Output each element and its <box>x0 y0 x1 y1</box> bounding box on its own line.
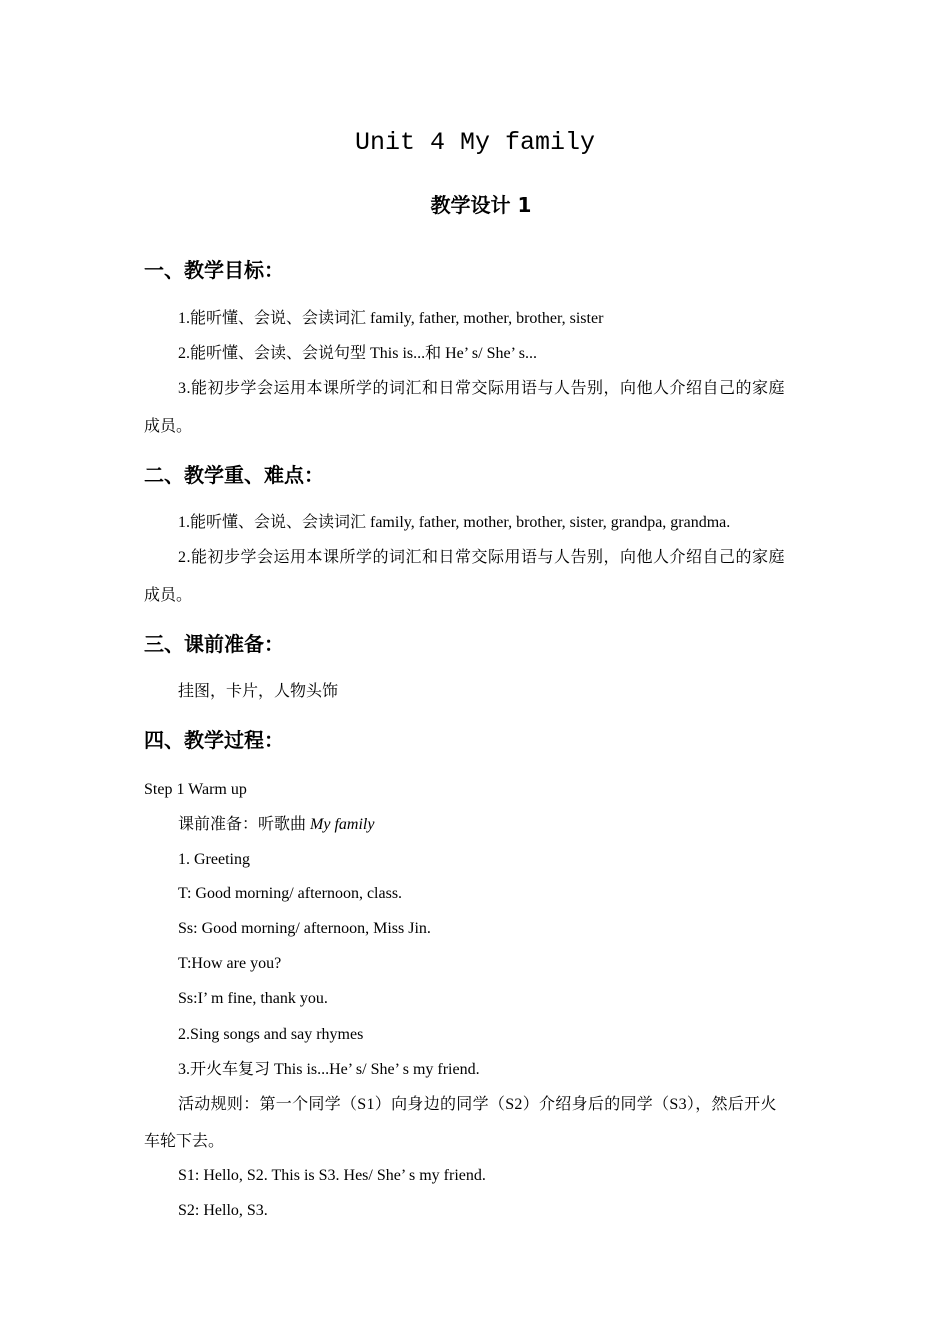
process-line: 车轮下去。 <box>144 1133 225 1150</box>
process-line: S2: Hello, S3. <box>178 1202 268 1219</box>
process-line: 2.Sing songs and say rhymes <box>178 1026 364 1043</box>
process-line: 活动规则：第一个同学（S1）向身边的同学（S2）介绍身后的同学（S3），然后开火 <box>178 1096 777 1113</box>
step-heading: Step 1 Warm up <box>144 781 247 798</box>
process-line: 1. Greeting <box>178 851 250 868</box>
key-point-line: 成员。 <box>144 587 193 604</box>
objective-line: 3.能初步学会运用本课所学的词汇和日常交际用语与人告别，向他人介绍自己的家庭 <box>178 380 786 397</box>
section-heading-process: 四、教学过程： <box>144 728 284 752</box>
process-line: T:How are you? <box>178 955 282 972</box>
objective-line: 2.能听懂、会读、会说句型 This is...和 He’ s/ She’ s... <box>178 345 537 362</box>
section-heading-key-points: 二、教学重、难点： <box>144 463 324 487</box>
objective-line: 成员。 <box>144 418 193 435</box>
process-line: Ss: Good morning/ afternoon, Miss Jin. <box>178 920 431 937</box>
document-subtitle: 教学设计 1 <box>430 193 532 217</box>
process-line: 3.开火车复习 This is...He’ s/ She’ s my friend. <box>178 1061 480 1078</box>
process-line: S1: Hello, S2. This is S3. Hes/ She’ s my friend. <box>178 1167 486 1184</box>
key-point-line: 2.能初步学会运用本课所学的词汇和日常交际用语与人告别，向他人介绍自己的家庭 <box>178 549 786 566</box>
section-heading-preparation: 三、课前准备： <box>144 632 284 656</box>
objective-line: 1.能听懂、会说、会读词汇 family, father, mother, brother, sister <box>178 310 604 327</box>
song-title: My family <box>310 816 375 833</box>
document-title: Unit 4 My family <box>354 128 596 157</box>
process-line: T: Good morning/ afternoon, class. <box>178 885 403 902</box>
section-heading-objectives: 一、教学目标： <box>144 258 284 282</box>
prep-line <box>178 815 374 835</box>
process-line: Ss:I’ m fine, thank you. <box>178 990 328 1007</box>
prep-label: 课前准备：听歌曲 <box>178 816 311 833</box>
key-point-line: 1.能听懂、会说、会读词汇 family, father, mother, brother, sister, grandpa, grandma. <box>178 514 731 531</box>
preparation-line: 挂图，卡片，人物头饰 <box>178 683 339 700</box>
